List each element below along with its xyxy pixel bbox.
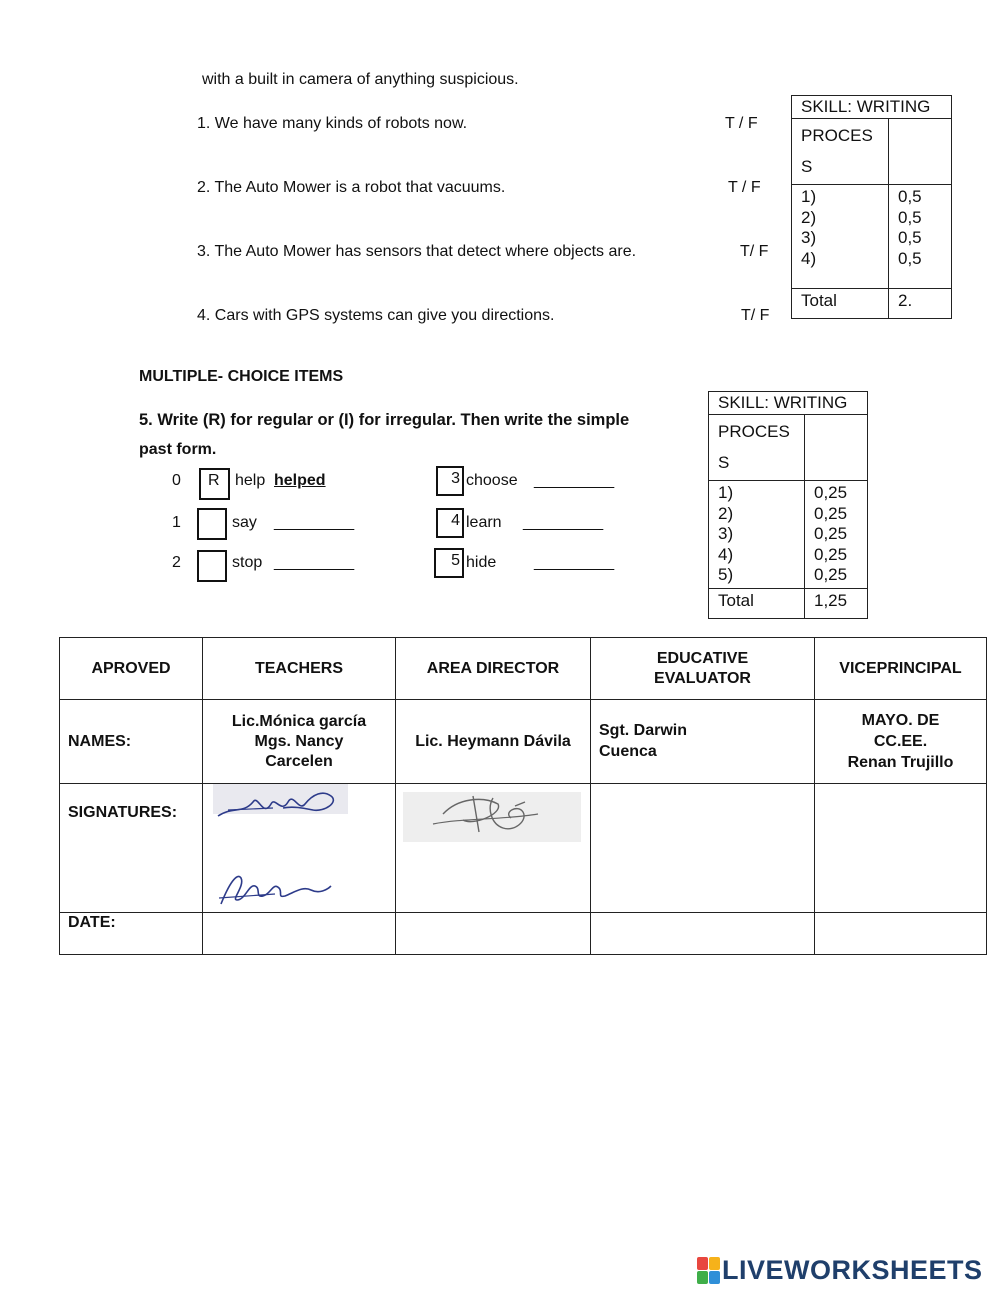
item-numbers: 1) 2) 3) 4)	[792, 185, 889, 289]
teachers-names: Lic.Mónica garcía Mgs. Nancy Carcelen	[203, 700, 396, 784]
process-value	[805, 415, 868, 481]
date-label: DATE:	[60, 913, 203, 955]
verb-number-1: 1	[172, 514, 181, 531]
tf-answer-2[interactable]: T / F	[728, 179, 761, 196]
verb-blank-1[interactable]: _________	[274, 514, 355, 531]
question-5-line2: past form.	[139, 441, 217, 458]
verb-word-0: help	[235, 472, 266, 489]
total-value: 1,25	[805, 588, 868, 618]
brand-mark-icon	[697, 1257, 719, 1283]
verb-box-1[interactable]	[197, 508, 227, 540]
verb-answer-0: helped	[274, 472, 326, 489]
tf-answer-4[interactable]: T/ F	[741, 307, 770, 324]
brand-name: LIVEWORKSHEETS	[722, 1254, 983, 1285]
skill-table-2	[708, 391, 868, 619]
tf-item-4: 4. Cars with GPS systems can give you directions.	[197, 307, 555, 324]
area-director-name: Lic. Heymann Dávila	[396, 700, 591, 784]
evaluator-date	[591, 913, 815, 955]
process-label: PROCES S	[792, 119, 889, 185]
verb-blank-3[interactable]: _________	[534, 472, 615, 489]
intro-line: with a built in camera of anything suspicious.	[202, 71, 519, 88]
verb-word-1: say	[232, 514, 257, 531]
signature-image	[215, 864, 335, 909]
item-scores: 0,5 0,5 0,5 0,5	[889, 185, 952, 289]
viceprincipal-signature	[815, 784, 987, 913]
evaluator-signature	[591, 784, 815, 913]
tf-answer-3[interactable]: T/ F	[740, 243, 769, 260]
approval-table	[59, 637, 987, 955]
verb-word-2: stop	[232, 554, 263, 571]
verb-blank-4[interactable]: _________	[523, 514, 604, 531]
header-viceprincipal: VICEPRINCIPAL	[815, 638, 987, 700]
signature-image	[403, 784, 581, 842]
verb-blank-5[interactable]: _________	[534, 554, 615, 571]
area-director-signature	[396, 784, 591, 913]
mark-square	[709, 1271, 720, 1284]
total-label: Total	[709, 588, 805, 618]
tf-item-1: 1. We have many kinds of robots now.	[197, 115, 468, 132]
verb-number-0: 0	[172, 472, 181, 489]
viceprincipal-date	[815, 913, 987, 955]
verb-word-4: learn	[466, 514, 502, 531]
skill-table-1	[791, 95, 952, 319]
process-value	[889, 119, 952, 185]
total-label: Total	[792, 289, 889, 319]
mark-square	[697, 1271, 708, 1284]
verb-number-2: 2	[172, 554, 181, 571]
tf-item-2: 2. The Auto Mower is a robot that vacuums.	[197, 179, 506, 196]
signatures-label: SIGNATURES:	[60, 784, 203, 913]
total-value: 2.	[889, 289, 952, 319]
skill-label: SKILL: WRITING	[792, 96, 952, 119]
names-label: NAMES:	[60, 700, 203, 784]
item-scores: 0,25 0,25 0,25 0,25 0,25	[805, 481, 868, 589]
section-title: MULTIPLE- CHOICE ITEMS	[139, 368, 344, 385]
evaluator-name: Sgt. Darwin Cuenca	[591, 700, 815, 784]
process-label: PROCES S	[709, 415, 805, 481]
verb-word-3: choose	[466, 472, 518, 489]
mark-square	[709, 1257, 720, 1270]
verb-word-5: hide	[466, 554, 497, 571]
area-director-date	[396, 913, 591, 955]
header-teachers: TEACHERS	[203, 638, 396, 700]
item-numbers: 1) 2) 3) 4) 5)	[709, 481, 805, 589]
verb-blank-2[interactable]: _________	[274, 554, 355, 571]
question-5-line1: 5. Write (R) for regular or (I) for irregular. Then write the simple	[139, 411, 630, 429]
tf-answer-1[interactable]: T / F	[725, 115, 758, 132]
teachers-signatures	[203, 784, 396, 913]
signature-image	[213, 784, 348, 824]
verb-box-0[interactable]: R	[199, 468, 230, 500]
skill-label: SKILL: WRITING	[709, 392, 868, 415]
verb-box-4[interactable]: 4	[436, 508, 464, 538]
teachers-date	[203, 913, 396, 955]
verb-box-5[interactable]: 5	[434, 548, 464, 578]
verb-box-3[interactable]: 3	[436, 466, 464, 496]
header-area-director: AREA DIRECTOR	[396, 638, 591, 700]
header-educative-evaluator: EDUCATIVE EVALUATOR	[591, 638, 815, 700]
viceprincipal-name: MAYO. DE CC.EE. Renan Trujillo	[815, 700, 987, 784]
verb-box-2[interactable]	[197, 550, 227, 582]
brand-logo	[697, 1255, 983, 1285]
mark-square	[697, 1257, 708, 1270]
tf-item-3: 3. The Auto Mower has sensors that detect where objects are.	[197, 243, 637, 260]
header-aproved: APROVED	[60, 638, 203, 700]
